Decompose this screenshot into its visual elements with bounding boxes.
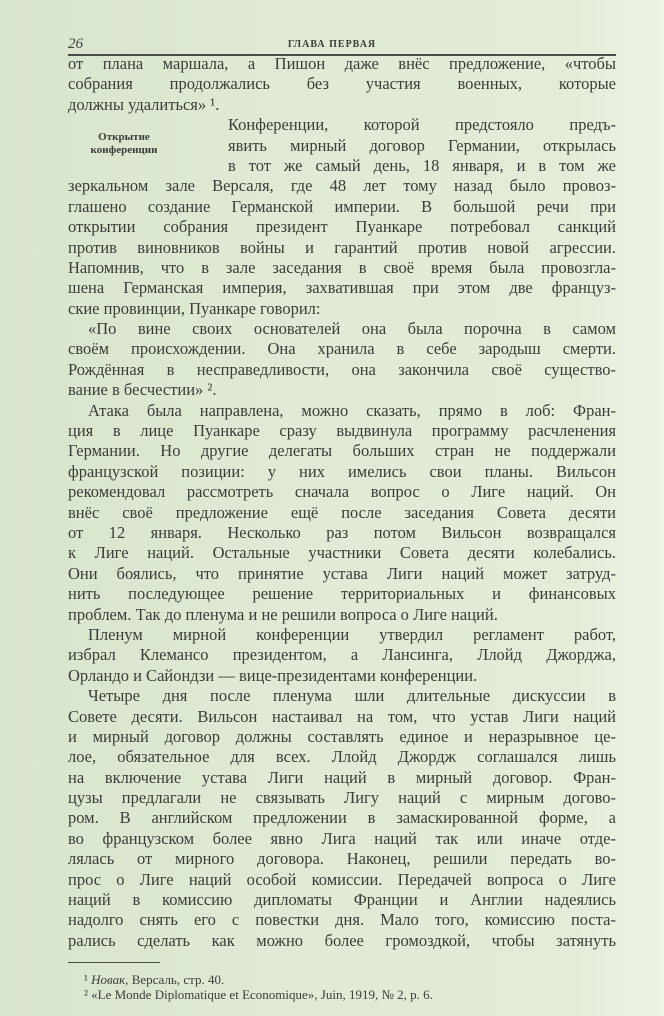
text-line: проблем. Так до пленума и не решили вопроса о Лиге наций. xyxy=(68,604,498,624)
text-line: открытии собрания президент Пуанкаре потребовал санкций xyxy=(68,217,616,237)
margin-note-line: конференции xyxy=(90,144,158,156)
text-line: лялась от мирного договора. Наконец, решили передать во- xyxy=(68,849,616,869)
text-line: цузы предлагали не связывать Лигу наций с мирным догово- xyxy=(68,788,616,808)
text-line: в тот же самый день, 18 января, и в том же xyxy=(228,155,616,175)
text-line: Пленум мирной конференции утвердил регламент работ, xyxy=(88,624,616,644)
text-line: шена Германская империя, захватившая при этом две француз- xyxy=(68,278,616,298)
body-text xyxy=(68,54,616,951)
text-line: лое, обязательное для всех. Ллойд Джордж соглашался лишь xyxy=(68,747,616,767)
text-line: Рождённая в несправедливости, она закончила своё существо- xyxy=(68,359,616,379)
text-line: Орландо и Сайондзи — вице-президентами конференции. xyxy=(68,665,478,685)
text-line: избрал Клемансо президентом, а Лансинга, Ллойд Джорджа, xyxy=(68,645,616,665)
text-line: внёс своё предложение ещё после заседания Совета десяти xyxy=(68,502,616,522)
text-line: ция в лице Пуанкаре сразу выдвинула программу расчленения xyxy=(68,421,616,441)
text-line: наций в комиссию дипломаты Франции и Англии надеялись xyxy=(68,890,616,910)
text-line: вание в бесчестии» ². xyxy=(68,380,217,400)
text-line: ром. В английском предложении в замаскированной форме, а xyxy=(68,808,616,828)
text-line: своём происхождении. Она хранила в себе зародыш смерти. xyxy=(68,339,616,359)
footnote-2 xyxy=(84,987,433,1003)
text-line: Напомнив, что в зале заседания в своё время была провозгла- xyxy=(68,257,616,277)
text-line: рекомендовал рассмотреть сначала вопрос о Лиге наций. Он xyxy=(68,482,616,502)
margin-note-line: Открытие xyxy=(98,131,150,143)
text-line: против виновников войны и гарантий против новой агрессии. xyxy=(68,237,616,257)
text-line: нить последующее решение территориальных и финансовых xyxy=(68,584,616,604)
text-line: явить мирный договор Германии, открылась xyxy=(228,135,616,155)
text-line: и мирный договор должны составлять единое и неразрывное це- xyxy=(68,726,616,746)
text-line: Они боялись, что принятие устава Лиги наций может затруд- xyxy=(68,563,616,583)
footnote-author: Новак, xyxy=(91,972,129,987)
running-head: ГЛАВА ПЕРВАЯ xyxy=(287,39,377,50)
text-line: к Лиге наций. Остальные участники Совета десяти колебались. xyxy=(68,543,616,563)
footnote-mark: ² xyxy=(84,987,88,1002)
text-line: «По вине своих основателей она была порочна в самом xyxy=(88,319,616,339)
footnote-rule xyxy=(68,962,160,963)
text-line: зеркальном зале Версаля, где 48 лет тому назад было провоз- xyxy=(68,176,616,196)
text-line: собрания продолжались без участия военных, которые xyxy=(68,74,616,94)
text-line: на включение устава Лиги наций в мирный договор. Фран- xyxy=(68,767,616,787)
page-number: 26 xyxy=(68,36,83,52)
text-line: Совете десяти. Вильсон настаивал на том, что устав Лиги наций xyxy=(68,706,616,726)
text-line: от плана маршала, а Пишон даже внёс предложение, «чтобы xyxy=(68,54,616,73)
footnote-text: «Le Monde Diplomatique et Economique», Juin, 1919, № 2, p. 6. xyxy=(91,987,433,1002)
footnote-text: Версаль, стр. 40. xyxy=(131,972,225,987)
text-line: Атака была направлена, можно сказать, прямо в лоб: Фран- xyxy=(88,400,616,420)
text-line: надолго снять его с повестки дня. Мало того, комиссию поста- xyxy=(68,910,616,930)
text-line: во французском более явно Лига наций так или иначе отде- xyxy=(68,828,616,848)
text-line: Конференции, которой предстояло предъ- xyxy=(228,115,616,135)
text-line: от 12 января. Несколько раз потом Вильсон возвращался xyxy=(68,522,616,542)
footnote-mark: ¹ xyxy=(84,972,88,987)
text-line: Германии. Но другие делегаты больших стран не поддержали xyxy=(68,441,616,461)
footnote-1 xyxy=(84,972,224,988)
text-line: глашено создание Германской империи. В большой речи при xyxy=(68,196,616,216)
text-line: рались сделать как можно более громоздкой, чтобы затянуть xyxy=(68,930,616,950)
text-line: Четыре дня после пленума шли длительные дискуссии в xyxy=(88,686,616,706)
text-line: прос о Лиге наций особой комиссии. Передачей вопроса о Лиге xyxy=(68,869,616,889)
text-line: должны удалиться» ¹. xyxy=(68,94,220,114)
text-line: французской позиции: у них имелись свои планы. Вильсон xyxy=(68,461,616,481)
text-line: ские провинции, Пуанкаре говорил: xyxy=(68,298,321,318)
